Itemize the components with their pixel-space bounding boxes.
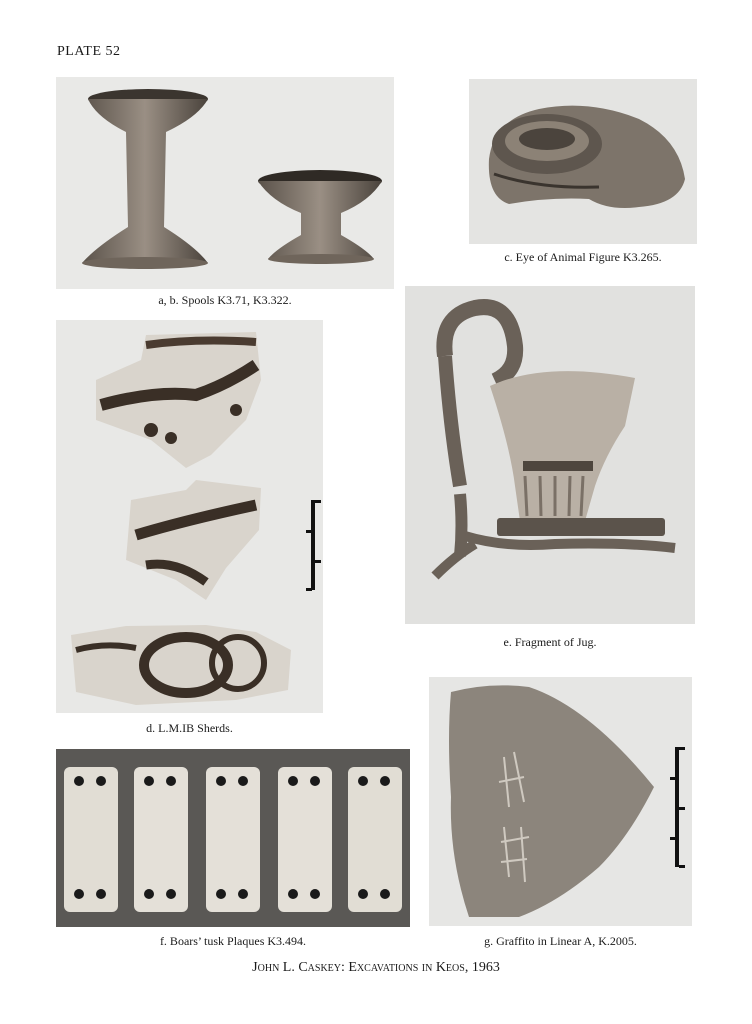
plaque-2 xyxy=(134,767,188,912)
sherds-image xyxy=(56,320,323,713)
spool-short xyxy=(258,170,382,264)
photo-graffito-linear-a xyxy=(429,677,692,926)
plaque-5 xyxy=(348,767,402,912)
spool-tall xyxy=(82,89,208,269)
scale-bar xyxy=(670,747,685,868)
photo-lm-ib-sherds xyxy=(56,320,323,713)
spools-image xyxy=(56,77,394,289)
jug-image xyxy=(405,286,695,624)
graffito-image xyxy=(429,677,692,926)
plate-number: PLATE 52 xyxy=(57,44,121,59)
eye-figure-image xyxy=(469,79,697,244)
photo-spools xyxy=(56,77,394,289)
plaque-4 xyxy=(278,767,332,912)
caption-spools: a, b. Spools K3.71, K3.322. xyxy=(158,293,292,307)
caption-boars-tusk-plaques: f. Boars’ tusk Plaques K3.494. xyxy=(159,934,307,948)
caption-lm-ib-sherds: d. L.M.IB Sherds. xyxy=(146,721,233,735)
plaques-image xyxy=(56,749,410,927)
caption-eye-of-animal-figure: c. Eye of Animal Figure K3.265. xyxy=(504,250,662,264)
plaque-3 xyxy=(206,767,260,912)
caption-fragment-of-jug: e. Fragment of Jug. xyxy=(503,635,597,649)
photo-eye-of-animal-figure xyxy=(469,79,697,244)
caption-graffito-linear-a: g. Graffito in Linear A, K.2005. xyxy=(484,934,637,948)
photo-boars-tusk-plaques xyxy=(56,749,410,927)
footer-text: John L. Caskey: Excavations in Keos, 1963 xyxy=(252,960,500,975)
page-footer xyxy=(0,960,752,976)
plaque-1 xyxy=(64,767,118,912)
photo-fragment-of-jug xyxy=(405,286,695,624)
scale-bar xyxy=(306,500,321,591)
